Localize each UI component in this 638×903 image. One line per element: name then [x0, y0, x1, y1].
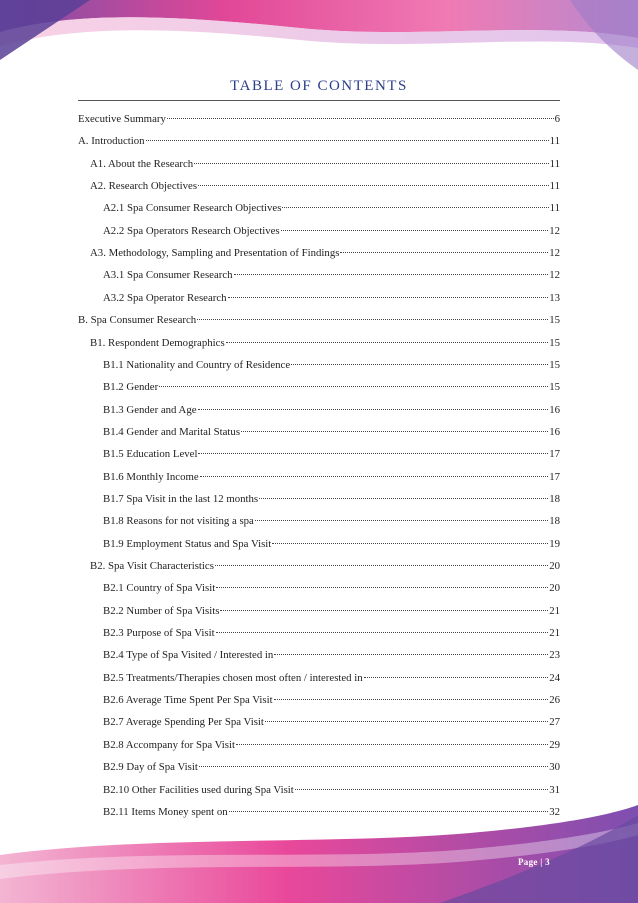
toc-entry-label: B1.9 Employment Status and Spa Visit [103, 537, 272, 550]
toc-entry-page-number: 12 [549, 224, 560, 237]
toc-entry-page-number: 27 [549, 716, 560, 729]
toc-entry-label: B1.3 Gender and Age [103, 403, 197, 416]
toc-entry[interactable] [78, 445, 560, 463]
dot-leader [198, 185, 549, 186]
toc-entry-page-number: 24 [549, 671, 560, 684]
toc-entry-label: B1. Respondent Demographics [90, 336, 225, 349]
toc-entry[interactable] [78, 713, 560, 731]
toc-entry-page-number: 15 [549, 336, 560, 349]
toc-entry-page-number: 21 [549, 627, 560, 640]
toc-entry[interactable] [78, 624, 560, 642]
dot-leader [282, 207, 548, 208]
dot-leader [159, 386, 548, 387]
toc-title: TABLE OF CONTENTS [230, 78, 408, 94]
toc-entry-label: B2. Spa Visit Characteristics [90, 560, 214, 572]
toc-entry-page-number: 6 [554, 113, 560, 125]
toc-entry-label: B2.2 Number of Spa Visits [103, 604, 220, 617]
dot-leader [198, 409, 549, 410]
toc-entry-label: B2.10 Other Facilities used during Spa Visit [103, 783, 294, 796]
toc-entry[interactable] [78, 669, 560, 687]
toc-entry[interactable] [78, 266, 560, 284]
toc-entry[interactable] [78, 691, 560, 709]
toc-entry-label: B2.8 Accompany for Spa Visit [103, 738, 236, 751]
dot-leader [241, 431, 548, 432]
toc-entry[interactable] [78, 490, 560, 508]
toc-entry-page-number: 20 [549, 582, 560, 595]
dot-leader [215, 565, 548, 566]
dot-leader [146, 140, 549, 141]
toc-entry-label: B1.6 Monthly Income [103, 470, 199, 483]
toc-entry[interactable] [78, 468, 560, 486]
dot-leader [295, 789, 548, 790]
toc-entry-label: A3.2 Spa Operator Research [103, 291, 227, 304]
toc-entry-page-number: 31 [549, 783, 560, 796]
toc-entry[interactable] [78, 602, 560, 620]
toc-entry-label: B. Spa Consumer Research [78, 314, 197, 327]
toc-entry[interactable] [78, 289, 560, 307]
dot-leader [199, 766, 548, 767]
toc-entry-page-number: 11 [549, 180, 560, 193]
toc-entry-page-number: 12 [549, 247, 560, 260]
toc-entry-label: A2. Research Objectives [90, 180, 198, 193]
toc-entry-label: B2.4 Type of Spa Visited / Interested in [103, 649, 274, 662]
toc-entry-label: B1.5 Education Level [103, 448, 198, 461]
dot-leader [228, 297, 549, 298]
toc-entry-page-number: 19 [549, 537, 560, 550]
dot-leader [198, 453, 548, 454]
toc-entry-label: B2.1 Country of Spa Visit [103, 582, 216, 595]
toc-entry-page-number: 29 [549, 738, 560, 751]
dot-leader [272, 543, 548, 544]
dot-leader [167, 118, 554, 119]
dot-leader [274, 654, 548, 655]
toc-entry-page-number: 13 [549, 291, 560, 304]
toc-entry[interactable] [78, 512, 560, 530]
toc-entry-label: A. Introduction [78, 135, 145, 148]
toc-entry-label: B2.5 Treatments/Therapies chosen most often / interested in [103, 671, 363, 684]
page-number: Page | 3 [518, 857, 550, 867]
toc-entry-page-number: 12 [549, 269, 560, 282]
toc-entry-label: B2.6 Average Time Spent Per Spa Visit [103, 694, 273, 707]
title-divider [78, 100, 560, 101]
toc-entry-page-number: 16 [549, 425, 560, 438]
toc-entry[interactable] [78, 177, 560, 195]
toc-entry-label: B1.7 Spa Visit in the last 12 months [103, 492, 259, 505]
toc-entry[interactable] [78, 758, 560, 776]
toc-entry-page-number: 11 [549, 135, 560, 148]
toc-entry-label: B1.4 Gender and Marital Status [103, 425, 241, 438]
toc-entry-page-number: 18 [549, 492, 560, 505]
dot-leader [364, 677, 549, 678]
toc-entry-label: B1.1 Nationality and Country of Residence [103, 358, 291, 371]
toc-entry[interactable] [78, 401, 560, 419]
toc-entry-page-number: 26 [549, 694, 560, 707]
toc-entry[interactable] [78, 557, 560, 575]
toc-entry[interactable] [78, 155, 560, 173]
header-decoration [0, 0, 638, 90]
toc-entry-page-number: 15 [549, 358, 560, 371]
dot-leader [281, 230, 549, 231]
toc-entry-label: A3. Methodology, Sampling and Presentation of Findings [90, 247, 340, 260]
toc-entry-page-number: 30 [549, 761, 560, 774]
dot-leader [200, 476, 549, 477]
toc-entry-label: B2.9 Day of Spa Visit [103, 761, 198, 774]
dot-leader [226, 342, 549, 343]
toc-entry-page-number: 17 [549, 448, 560, 461]
dot-leader [291, 364, 548, 365]
toc-entry[interactable] [78, 356, 560, 374]
dot-leader [220, 610, 548, 611]
toc-entry[interactable] [78, 423, 560, 441]
toc-entry-label: B1.8 Reasons for not visiting a spa [103, 515, 254, 528]
toc-entry-page-number: 18 [549, 515, 560, 528]
toc-entry[interactable] [78, 222, 560, 240]
dot-leader [340, 252, 548, 253]
toc-entry-page-number: 15 [549, 314, 560, 327]
toc-entry[interactable] [78, 132, 560, 150]
toc-entry-page-number: 16 [549, 403, 560, 416]
toc-entry-label: B2.7 Average Spending Per Spa Visit [103, 716, 264, 729]
dot-leader [236, 744, 548, 745]
toc-entry[interactable] [78, 378, 560, 396]
toc-entry-label: A1. About the Research [90, 157, 194, 170]
dot-leader [255, 520, 548, 521]
toc-entry[interactable] [78, 334, 560, 352]
dot-leader [194, 163, 548, 164]
toc-entry-page-number: 17 [549, 470, 560, 483]
toc-entry-label: A3.1 Spa Consumer Research [103, 269, 233, 282]
toc-entry[interactable] [78, 646, 560, 664]
toc-entry[interactable] [78, 244, 560, 262]
toc-entry[interactable] [78, 110, 560, 128]
toc-entry-label: A2.2 Spa Operators Research Objectives [103, 224, 280, 237]
dot-leader [259, 498, 548, 499]
dot-leader [216, 632, 549, 633]
toc-entry[interactable] [78, 579, 560, 597]
toc-entry[interactable] [78, 535, 560, 553]
toc-entry-page-number: 21 [549, 604, 560, 617]
toc-entry-page-number: 11 [549, 157, 560, 170]
dot-leader [216, 587, 548, 588]
dot-leader [234, 274, 549, 275]
toc-entry-page-number: 23 [549, 649, 560, 662]
dot-leader [197, 319, 548, 320]
toc-entry-page-number: 15 [549, 381, 560, 394]
toc-entry-label: A2.1 Spa Consumer Research Objectives [103, 202, 282, 215]
toc-entry-page-number: 32 [549, 805, 560, 818]
toc-entry-label: B2.11 Items Money spent on [103, 805, 228, 818]
dot-leader [265, 721, 548, 722]
dot-leader [274, 699, 549, 700]
toc-entry-page-number: 11 [549, 202, 560, 215]
toc-entry[interactable] [78, 199, 560, 217]
toc-entry-label: Executive Summary [78, 113, 166, 125]
toc-entry-label: B1.2 Gender [103, 381, 159, 394]
footer-decoration [0, 795, 638, 903]
toc-entry-label: B2.3 Purpose of Spa Visit [103, 627, 215, 640]
toc-entry-page-number: 20 [549, 560, 560, 572]
toc-entry[interactable] [78, 736, 560, 754]
toc-entry[interactable] [78, 311, 560, 329]
